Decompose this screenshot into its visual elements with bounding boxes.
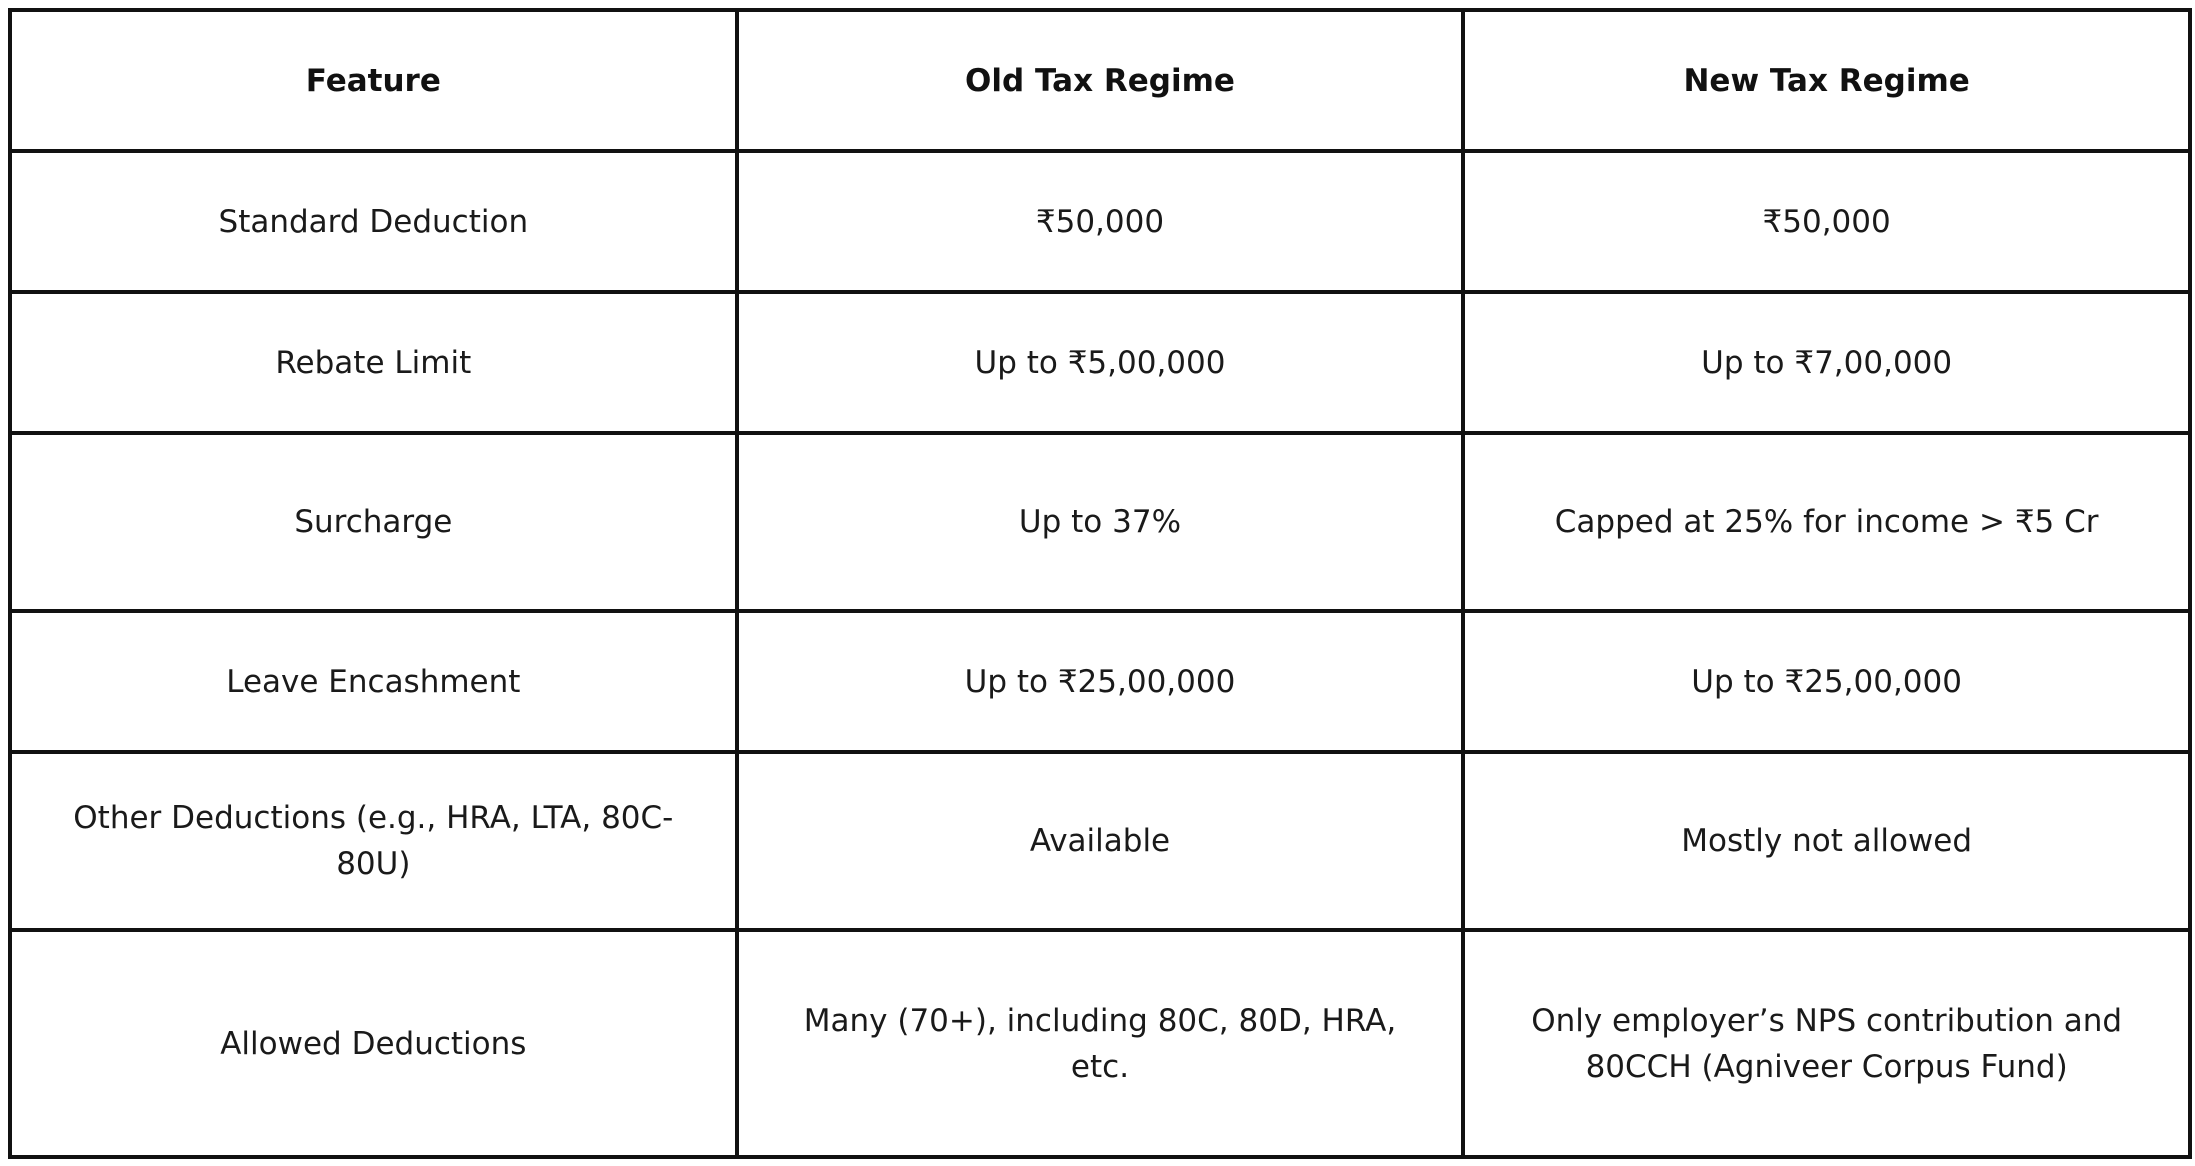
new-regime-cell: ₹50,000 [1463,151,2190,292]
old-regime-cell: ₹50,000 [737,151,1464,292]
comparison-table [8,8,2192,1159]
new-regime-cell: Capped at 25% for income > ₹5 Cr [1463,433,2190,611]
old-regime-cell: Up to ₹25,00,000 [737,611,1464,752]
feature-cell: Rebate Limit [10,292,737,433]
header-feature: Feature [10,10,737,151]
feature-cell: Surcharge [10,433,737,611]
feature-cell: Standard Deduction [10,151,737,292]
new-regime-cell: Only employer’s NPS contribution and 80CCH (Agniveer Corpus Fund) [1463,930,2190,1157]
table-row [10,930,2190,1157]
old-regime-cell: Up to 37% [737,433,1464,611]
table-row [10,433,2190,611]
header-old-tax-regime: Old Tax Regime [737,10,1464,151]
feature-cell: Other Deductions (e.g., HRA, LTA, 80C-80U) [10,752,737,930]
feature-cell: Allowed Deductions [10,930,737,1157]
new-regime-cell: Up to ₹7,00,000 [1463,292,2190,433]
header-new-tax-regime: New Tax Regime [1463,10,2190,151]
table-row [10,752,2190,930]
table-row [10,151,2190,292]
tax-regime-comparison [8,8,2188,1159]
table-row [10,611,2190,752]
table-header-row [10,10,2190,151]
table-row [10,292,2190,433]
old-regime-cell: Available [737,752,1464,930]
feature-cell: Leave Encashment [10,611,737,752]
new-regime-cell: Mostly not allowed [1463,752,2190,930]
old-regime-cell: Up to ₹5,00,000 [737,292,1464,433]
old-regime-cell: Many (70+), including 80C, 80D, HRA, etc. [737,930,1464,1157]
new-regime-cell: Up to ₹25,00,000 [1463,611,2190,752]
